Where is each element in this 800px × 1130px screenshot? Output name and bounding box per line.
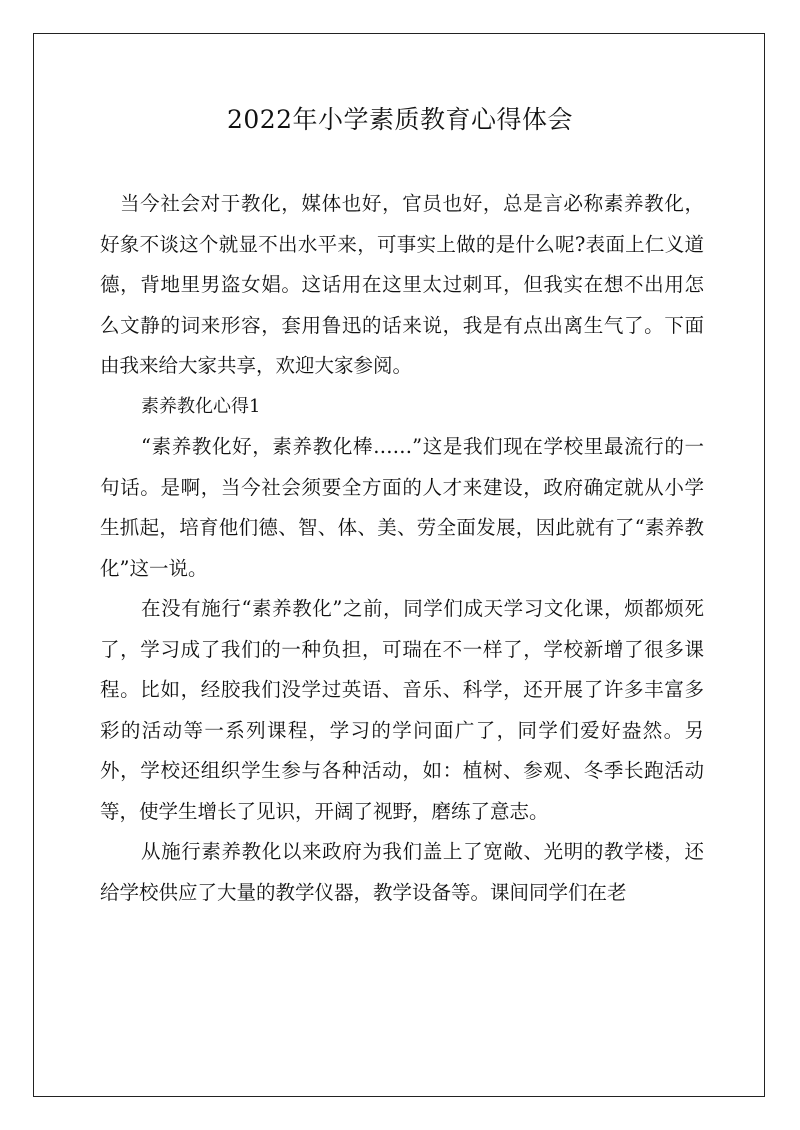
body-paragraph: 在没有施行“素养教化”之前，同学们成天学习文化课，烦都烦死了，学习成了我们的一种负担，可瑞在不一样了，学校新增了很多课程。比如，经胶我们没学过英语、音乐、科学，还开展了许多丰富多彩的活动等一系列课程，学习的学问面广了，同学们爱好盎然。另外，学校还组织学生参与各种活动，如：植树、参观、冬季长跑活动等，使学生增长了见识，开阔了视野，磨练了意志。 (100, 597, 704, 823)
body-paragraph: 从施行素养教化以来政府为我们盖上了宽敞、光明的教学楼，还给学校供应了大量的教学仪器，教学设备等。课间同学们在老 (100, 840, 704, 904)
document-title: 2022年小学素质教育心得体会 (226, 105, 574, 134)
document-body (100, 184, 704, 913)
intro-paragraph: 当今社会对于教化，媒体也好，官员也好，总是言必称素养教化，好象不谈这个就显不出水平来，可事实上做的是什么呢?表面上仁义道德，背地里男盗女娼。这话用在这里太过刺耳，但我实在想不出用怎么文静的词来形容，套用鲁迅的话来说，我是有点出离生气了。下面由我来给大家共享，欢迎大家参阅。 (100, 192, 704, 377)
section-heading: 素养教化心得1 (141, 395, 261, 417)
body-paragraph: “素养教化好，素养教化棒……”这是我们现在学校里最流行的一句话。是啊，当今社会须要全方面的人才来建设，政府确定就从小学生抓起，培育他们德、智、体、美、劳全面发展，因此就有了“素养教化”这一说。 (100, 435, 704, 580)
